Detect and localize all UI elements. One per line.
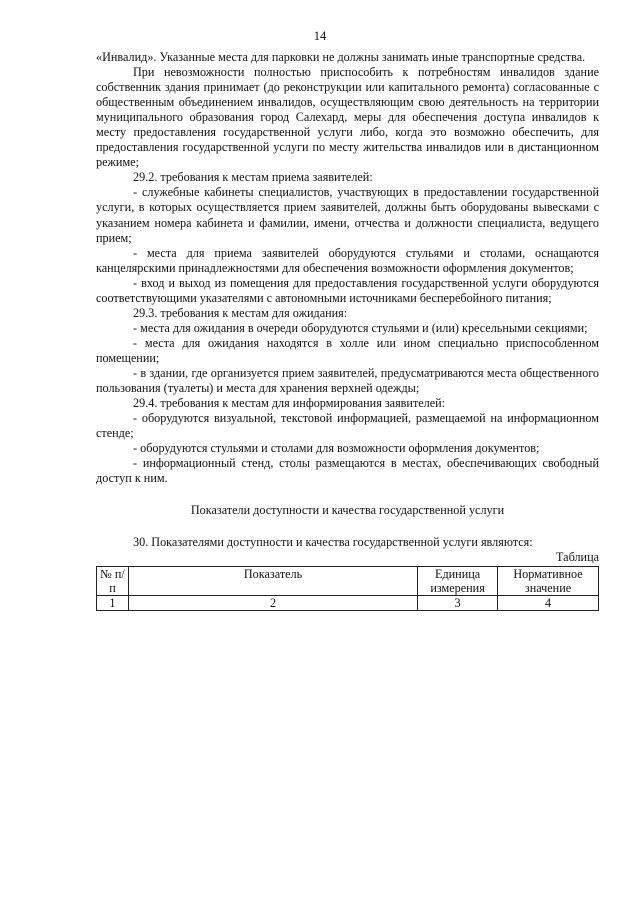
section-heading: Показатели доступности и качества государственной услуги bbox=[190, 503, 505, 518]
paragraph: - в здании, где организуется прием заявителей, предусматриваются места общественного пользования (туалеты) и места для хранения верхней одежды; bbox=[96, 365, 599, 396]
table-header-cell: Нормативное значение bbox=[498, 566, 599, 595]
paragraph: - оборудуются визуальной, текстовой информацией, размещаемой на информационном стенде; bbox=[96, 411, 599, 441]
table-cell: 1 bbox=[97, 595, 129, 610]
paragraph: При невозможности полностью приспособить к потребностям инвалидов здание собственник здания принимает (до реконструкции или капитального ремонта) согласованные с общественным объединением инвалидов, осуществляющим свою деятельность на территории муниципального образования город Салехард, меры для обеспечения доступа инвалидов к месту предоставления государственной услуги либо, когда это возможно обеспечить, для предоставления государственной услуги по месту жительства инвалидов или в дистанционном режиме; bbox=[96, 65, 599, 170]
page-number: 14 bbox=[313, 29, 327, 43]
table-row bbox=[97, 595, 599, 610]
table-cell: 4 bbox=[498, 595, 599, 610]
paragraph: - информационный стенд, столы размещаются в местах, обеспечивающих свободный доступ к ним. bbox=[96, 456, 599, 486]
table-header-cell: Показатель bbox=[128, 566, 417, 595]
table-cell: 2 bbox=[128, 595, 417, 610]
paragraph: - места для ожидания находятся в холле или ином специально приспособленном помещении; bbox=[96, 335, 599, 365]
paragraph: 29.2. требования к местам приема заявителей: bbox=[133, 170, 373, 185]
paragraph: «Инвалид». Указанные места для парковки не должны занимать иные транспортные средства. bbox=[96, 50, 586, 64]
table-header-row bbox=[97, 566, 599, 595]
paragraph: - служебные кабинеты специалистов, участвующих в предоставлении государственной услуги, в которых осуществляется прием заявителей, должны быть оборудованы вывесками с указанием номера кабинета и фамилии, имени, отчества и должности специалиста, ведущего прием; bbox=[96, 185, 599, 245]
paragraph-30: 30. Показателями доступности и качества государственной услуги являются: bbox=[133, 535, 533, 550]
paragraph: - оборудуются стульями и столами для возможности оформления документов; bbox=[133, 441, 540, 456]
paragraph: 29.3. требования к местам для ожидания: bbox=[133, 305, 348, 320]
indicators-table bbox=[96, 566, 599, 611]
paragraph: 29.4. требования к местам для информирования заявителей: bbox=[133, 396, 446, 411]
table-header-cell: № п/п bbox=[97, 566, 129, 595]
paragraph: - места для приема заявителей оборудуются стульями и столами, оснащаются канцелярскими принадлежностями для обеспечения возможности оформления документов; bbox=[96, 245, 599, 275]
document-body bbox=[96, 50, 599, 611]
table-caption: Таблица bbox=[556, 550, 599, 565]
table-header-cell: Единица измерения bbox=[418, 566, 498, 595]
table-cell: 3 bbox=[418, 595, 498, 610]
paragraph: - места для ожидания в очереди оборудуются стульями и (или) кресельными секциями; bbox=[133, 320, 588, 335]
paragraph-list bbox=[96, 50, 599, 486]
paragraph: - вход и выход из помещения для предоставления государственной услуги оборудуются соответствующими указателями с автономными источниками бесперебойного питания; bbox=[96, 275, 599, 305]
